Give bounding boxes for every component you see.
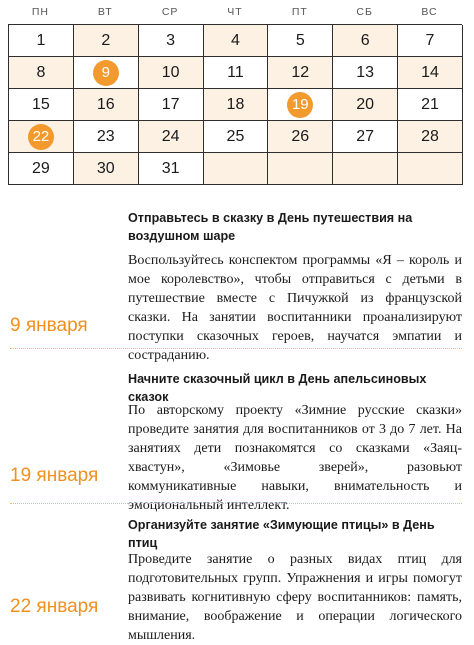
calendar-day bbox=[268, 89, 333, 121]
calendar-day: 30 bbox=[74, 153, 139, 185]
calendar-empty-cell bbox=[333, 153, 398, 185]
calendar-day: 15 bbox=[9, 89, 74, 121]
highlighted-day: 19 bbox=[287, 92, 313, 118]
calendar-day: 23 bbox=[74, 121, 139, 153]
calendar-day bbox=[74, 57, 139, 89]
event-description: По авторскому проекту «Зимние русские сказки» проведите занятия для воспитанников от 3 до 7 лет. На занятиях дети познакомятся со сказками «Заяц-хвастун», «Зимовье зверей», разовьют коммуникативные навыки, внимательность и эмоциональный интеллект. bbox=[128, 403, 462, 513]
highlighted-day: 22 bbox=[28, 124, 54, 150]
event-title: Начните сказочный цикл в День апельсиновых сказок bbox=[128, 372, 427, 404]
event-description: Проведите занятие о разных видах птиц для подготовительных групп. Упражнения и игры помогут развивать когнитивную сферу воспитанников: память, внимание, воображение и операции логического мышления. bbox=[128, 552, 462, 643]
weekday-label: ЧТ bbox=[227, 6, 243, 18]
calendar-empty-cell bbox=[268, 153, 333, 185]
calendar-empty-cell bbox=[204, 153, 269, 185]
calendar-day: 20 bbox=[333, 89, 398, 121]
calendar-day: 26 bbox=[268, 121, 333, 153]
calendar-day: 21 bbox=[398, 89, 463, 121]
event-date: 22 января bbox=[10, 596, 99, 617]
event-description: Воспользуйтесь конспектом программы «Я – король и мое королевство», чтобы отправиться с детьми в путешествие вместе с Пичужкой из французской сказки. На занятии воспитанники проанализируют поступки сказочных героев, научатся эмпатии и состраданию. bbox=[128, 253, 462, 363]
calendar-day: 2 bbox=[74, 25, 139, 57]
calendar-day: 3 bbox=[139, 25, 204, 57]
weekday-label: СР bbox=[161, 6, 179, 18]
weekday-label: ВТ bbox=[97, 6, 113, 18]
calendar-empty-cell bbox=[398, 153, 463, 185]
calendar-day: 8 bbox=[9, 57, 74, 89]
weekday-label: ПТ bbox=[291, 6, 308, 18]
divider bbox=[10, 348, 462, 349]
calendar-day: 6 bbox=[333, 25, 398, 57]
calendar bbox=[8, 0, 462, 185]
calendar-day: 10 bbox=[139, 57, 204, 89]
calendar-day: 16 bbox=[74, 89, 139, 121]
event-date: 9 января bbox=[10, 315, 88, 336]
calendar-day: 5 bbox=[268, 25, 333, 57]
calendar-day: 12 bbox=[268, 57, 333, 89]
weekday-label: ВС bbox=[421, 6, 438, 18]
highlighted-day: 9 bbox=[93, 60, 119, 86]
calendar-day: 14 bbox=[398, 57, 463, 89]
calendar-day: 17 bbox=[139, 89, 204, 121]
calendar-day bbox=[9, 121, 74, 153]
calendar-day: 25 bbox=[204, 121, 269, 153]
calendar-day: 13 bbox=[333, 57, 398, 89]
calendar-day: 28 bbox=[398, 121, 463, 153]
event-title: Отправьтесь в сказку в День путешествия на воздушном шаре bbox=[128, 211, 413, 243]
calendar-day: 24 bbox=[139, 121, 204, 153]
calendar-day: 1 bbox=[9, 25, 74, 57]
divider bbox=[10, 503, 462, 504]
calendar-day: 31 bbox=[139, 153, 204, 185]
event-title: Организуйте занятие «Зимующие птицы» в День птиц bbox=[128, 518, 435, 550]
calendar-day: 11 bbox=[204, 57, 269, 89]
weekday-header bbox=[8, 0, 462, 24]
calendar-day: 4 bbox=[204, 25, 269, 57]
calendar-day: 18 bbox=[204, 89, 269, 121]
event-date: 19 января bbox=[10, 465, 99, 486]
weekday-label: СБ bbox=[356, 6, 373, 18]
calendar-day: 29 bbox=[9, 153, 74, 185]
weekday-label: ПН bbox=[31, 6, 49, 18]
calendar-grid bbox=[8, 24, 462, 185]
calendar-day: 7 bbox=[398, 25, 463, 57]
calendar-day: 27 bbox=[333, 121, 398, 153]
